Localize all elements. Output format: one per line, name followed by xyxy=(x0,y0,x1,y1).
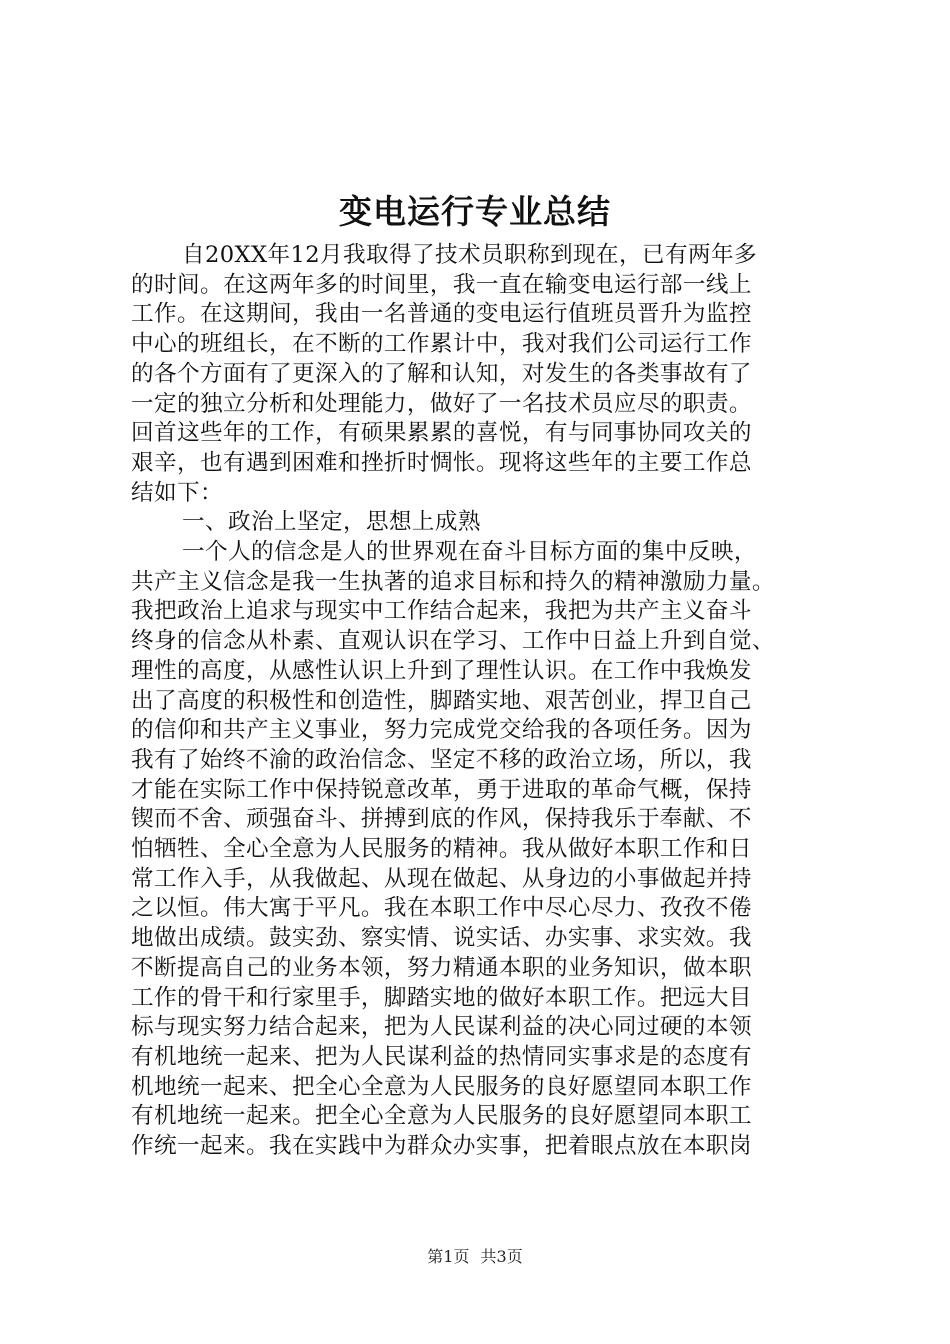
body-line: 不断提高自己的业务本领，努力精通本职的业务知识，做本职 xyxy=(131,954,752,981)
section-heading: 一、政治上坚定，思想上成熟 xyxy=(182,509,481,536)
body-line: 一个人的信念是人的世界观在奋斗目标方面的集中反映， xyxy=(182,539,757,566)
body-line: 地做出成绩。鼓实劲、察实情、说实话、办实事、求实效。我 xyxy=(131,925,752,952)
body-line: 锲而不舍、顽强奋斗、拼搏到底的作风，保持我乐于奉献、不 xyxy=(131,806,752,833)
body-line: 出了高度的积极性和创造性，脚踏实地、艰苦创业，捍卫自己 xyxy=(131,687,752,714)
body-line: 艰辛，也有遇到困难和挫折时惆怅。现将这些年的主要工作总 xyxy=(131,449,752,476)
body-line: 工作。在这期间，我由一名普通的变电运行值班员晋升为监控 xyxy=(131,301,752,328)
body-line: 我把政治上追求与现实中工作结合起来，我把为共产主义奋斗 xyxy=(131,598,752,625)
body-line: 结如下： xyxy=(131,479,223,506)
body-line: 常工作入手，从我做起、从现在做起、从身边的小事做起并持 xyxy=(131,865,752,892)
page-number: 第1页 xyxy=(427,1247,470,1266)
page-footer xyxy=(0,1244,950,1267)
body-line: 的各个方面有了更深入的了解和认知，对发生的各类事故有了 xyxy=(131,360,752,387)
body-line: 的时间。在这两年多的时间里，我一直在输变电运行部一线上 xyxy=(131,271,752,298)
document-title: 变电运行专业总结 xyxy=(339,192,611,231)
body-line: 怕牺牲、全心全意为人民服务的精神。我从做好本职工作和日 xyxy=(131,836,752,863)
body-line: 中心的班组长，在不断的工作累计中，我对我们公司运行工作 xyxy=(131,331,752,358)
body-line: 我有了始终不渝的政治信念、坚定不移的政治立场，所以，我 xyxy=(131,746,752,773)
body-line: 有机地统一起来、把为人民谋利益的热情同实事求是的态度有 xyxy=(131,1043,752,1070)
body-line: 回首这些年的工作，有硕果累累的喜悦，有与同事协同攻关的 xyxy=(131,420,752,447)
body-line: 标与现实努力结合起来，把为人民谋利益的决心同过硬的本领 xyxy=(131,1014,752,1041)
body-line: 作统一起来。我在实践中为群众办实事，把着眼点放在本职岗 xyxy=(131,1133,752,1160)
body-line: 一定的独立分析和处理能力，做好了一名技术员应尽的职责。 xyxy=(131,390,752,417)
body-line: 才能在实际工作中保持锐意改革，勇于进取的革命气概，保持 xyxy=(131,776,752,803)
body-line: 有机地统一起来。把全心全意为人民服务的良好愿望同本职工 xyxy=(131,1103,752,1130)
body-line: 共产主义信念是我一生执著的追求目标和持久的精神激励力量。 xyxy=(131,568,775,595)
body-line: 机地统一起来、把全心全意为人民服务的良好愿望同本职工作 xyxy=(131,1073,752,1100)
body-line: 之以恒。伟大寓于平凡。我在本职工作中尽心尽力、孜孜不倦 xyxy=(131,895,752,922)
body-line: 自20XX年12月我取得了技术员职称到现在，已有两年多 xyxy=(182,242,757,268)
body-line: 的信仰和共产主义事业，努力完成党交给我的各项任务。因为 xyxy=(131,717,752,744)
body-line: 终身的信念从朴素、直观认识在学习、工作中日益上升到自觉、 xyxy=(131,628,775,655)
document-body xyxy=(131,241,841,1162)
body-line: 理性的高度，从感性认识上升到了理性认识。在工作中我焕发 xyxy=(131,657,752,684)
body-line: 工作的骨干和行家里手，脚踏实地的做好本职工作。把远大目 xyxy=(131,984,752,1011)
page-total: 共3页 xyxy=(480,1247,523,1266)
